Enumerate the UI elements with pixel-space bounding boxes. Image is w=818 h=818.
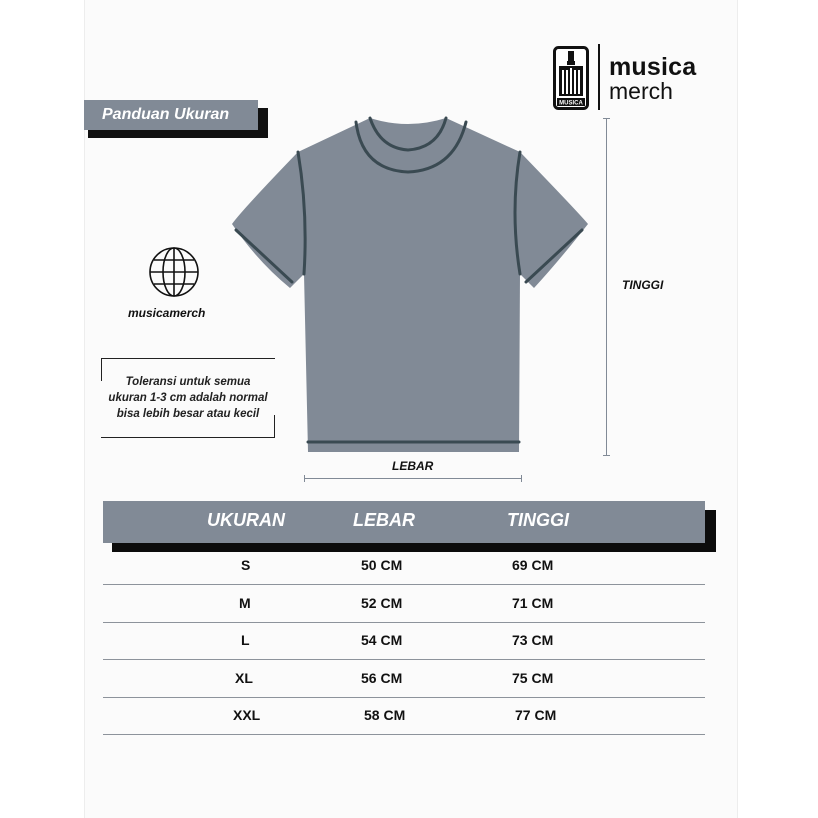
note-line: Toleransi untuk semua (125, 376, 251, 388)
table-row (103, 622, 705, 660)
logo-wordmark-bottom: merch (609, 78, 673, 104)
social-handle: musicamerch (128, 306, 206, 320)
logo-divider (598, 44, 600, 110)
header-lebar: LEBAR (353, 510, 415, 530)
height-cell: 75 CM (512, 670, 554, 686)
table-row (103, 660, 705, 698)
header-ukuran: UKURAN (207, 510, 285, 530)
height-cell: 73 CM (512, 632, 554, 648)
width-cell: 50 CM (361, 557, 403, 573)
width-dimension-line (304, 478, 522, 479)
height-cell: 71 CM (512, 595, 554, 611)
width-label: LEBAR (392, 459, 434, 473)
height-cell: 77 CM (515, 707, 557, 723)
size-cell: S (241, 557, 251, 573)
table-row (103, 547, 705, 585)
page-title: Panduan Ukuran (84, 100, 258, 130)
tshirt-diagram (228, 112, 590, 458)
note-line: bisa lebih besar atau kecil (116, 408, 260, 420)
width-cell: 58 CM (364, 707, 406, 723)
height-label: TINGGI (622, 278, 664, 292)
height-dimension-line (606, 118, 607, 456)
size-cell: L (241, 632, 250, 648)
size-cell: XL (235, 670, 253, 686)
table-header (103, 501, 705, 543)
table-row (103, 697, 705, 735)
width-cell: 54 CM (361, 632, 403, 648)
width-cell: 56 CM (361, 670, 403, 686)
tshirt-body (232, 118, 588, 452)
height-cell: 69 CM (512, 557, 554, 573)
width-cell: 52 CM (361, 595, 403, 611)
note-line: ukuran 1-3 cm adalah normal (108, 392, 268, 404)
globe-icon (148, 246, 200, 298)
table-row (103, 585, 705, 623)
size-cell: M (239, 595, 251, 611)
musica-logo-icon (553, 46, 589, 110)
header-tinggi: TINGGI (507, 510, 569, 530)
logo-mark-text: MUSICA (559, 100, 583, 107)
size-cell: XXL (233, 707, 261, 723)
logo-wordmark-top: musica (609, 53, 697, 81)
